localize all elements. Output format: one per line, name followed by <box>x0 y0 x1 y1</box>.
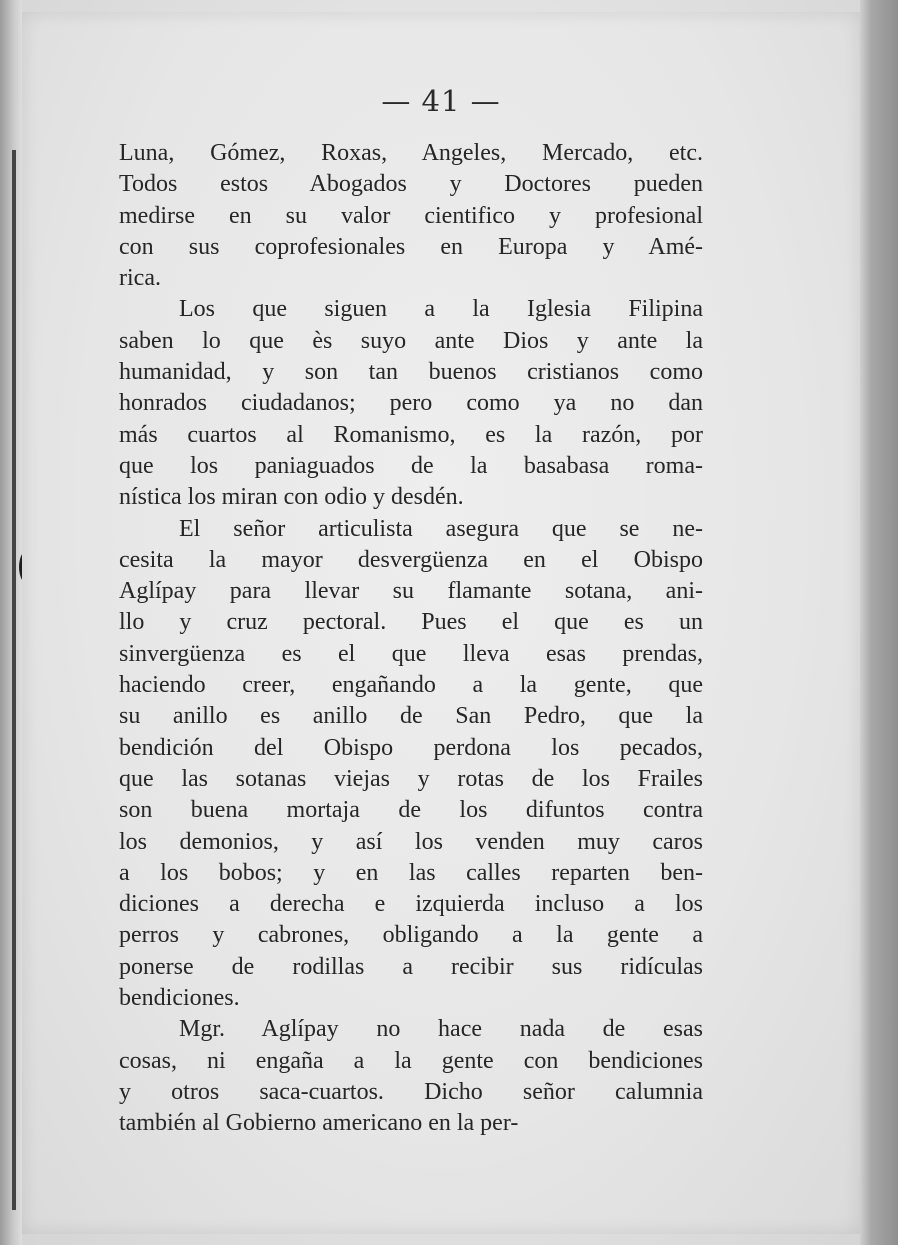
text-line: Luna, Gómez, Roxas, Angeles, Mercado, etc. <box>119 140 703 166</box>
text-line: ponerse de rodillas a recibir sus ridículas <box>119 953 703 980</box>
text-line: también al Gobierno americano en la per- <box>119 1110 519 1137</box>
right-page-edge <box>860 0 898 1245</box>
paragraph <box>119 1014 703 1139</box>
text-line: honrados ciudadanos; pero como ya no dan <box>119 390 703 417</box>
text-line: nística los miran con odio y desdén. <box>119 484 464 511</box>
text-line: Los que siguen a la Iglesia Filipina <box>179 296 703 323</box>
text-line: medirse en su valor cientifico y profesional <box>119 202 703 229</box>
text-line: Todos estos Abogados y Doctores pueden <box>119 171 703 198</box>
text-line: con sus coprofesionales en Europa y Amé- <box>119 233 703 260</box>
paragraph <box>119 294 703 513</box>
body-text <box>119 138 703 1140</box>
paragraph <box>119 138 703 294</box>
text-line: Mgr. Aglípay no hace nada de esas <box>179 1016 703 1043</box>
text-line: sinvergüenza es el que lleva esas prendas, <box>119 640 703 667</box>
text-line: que los paniaguados de la basabasa roma- <box>119 452 703 479</box>
text-line: saben lo que ès suyo ante Dios y ante la <box>119 327 703 354</box>
text-line: y otros saca-cuartos. Dicho señor calumnia <box>119 1078 703 1105</box>
text-line: perros y cabrones, obligando a la gente a <box>119 922 703 949</box>
text-line: que las sotanas viejas y rotas de los Frailes <box>119 765 703 792</box>
binding-line <box>12 150 16 1210</box>
text-line: El señor articulista asegura que se ne- <box>179 515 703 542</box>
text-line: Aglípay para llevar su flamante sotana, ani- <box>119 578 703 605</box>
text-line: haciendo creer, engañando a la gente, que <box>119 672 703 699</box>
text-line: bendiciones. <box>119 985 240 1012</box>
text-line: llo y cruz pectoral. Pues el que es un <box>119 609 703 636</box>
book-page <box>22 12 860 1234</box>
text-line: bendición del Obispo perdona los pecados, <box>119 734 703 761</box>
text-line: son buena mortaja de los difuntos contra <box>119 797 703 824</box>
text-line: los demonios, y así los venden muy caros <box>119 828 703 855</box>
page-number: — 41 — <box>381 84 501 118</box>
left-page-edge <box>0 0 22 1245</box>
text-line: cosas, ni engaña a la gente con bendiciones <box>119 1047 703 1074</box>
text-line: más cuartos al Romanismo, es la razón, por <box>119 421 703 448</box>
paragraph <box>119 514 703 1015</box>
text-line: humanidad, y son tan buenos cristianos como <box>119 359 703 386</box>
text-line: diciones a derecha e izquierda incluso a los <box>119 891 703 918</box>
text-line: a los bobos; y en las calles reparten ben- <box>119 859 703 886</box>
text-line: cesita la mayor desvergüenza en el Obispo <box>119 546 703 573</box>
text-line: su anillo es anillo de San Pedro, que la <box>119 703 703 730</box>
text-line: rica. <box>119 265 161 292</box>
